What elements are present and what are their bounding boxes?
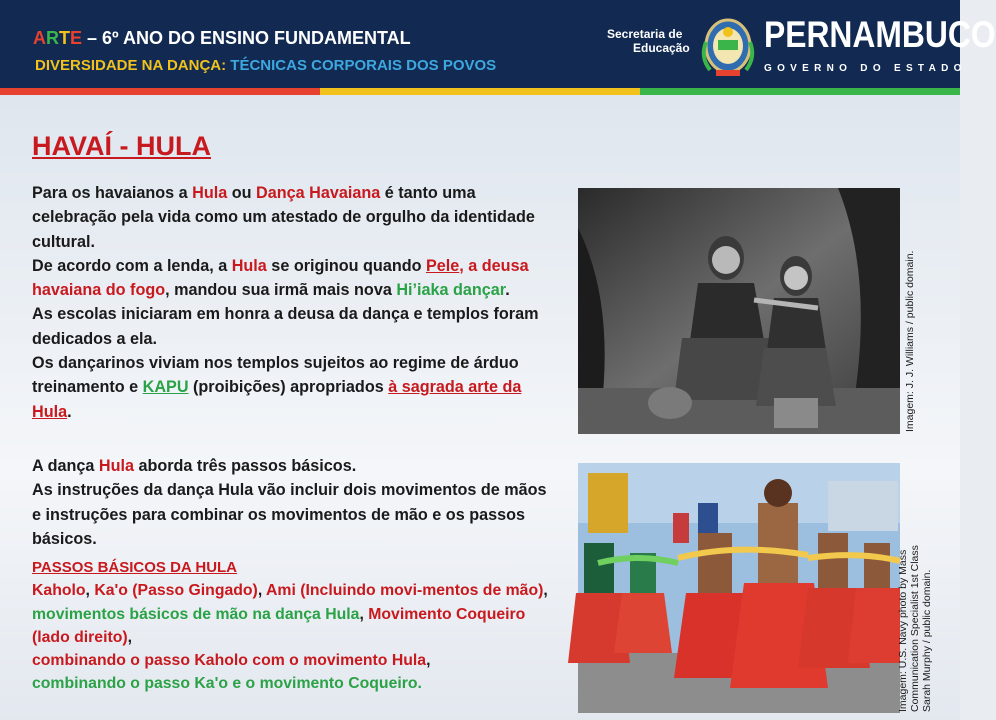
governo-label: GOVERNO DO ESTADO <box>764 63 967 74</box>
p1-hiiaka: Hi’iaka dançar <box>396 281 506 300</box>
photo2-credit <box>897 545 933 712</box>
header-subtitle <box>35 57 496 74</box>
p1-s7: , mandou sua irmã mais nova <box>165 281 397 300</box>
p3-c1: , <box>85 582 95 600</box>
p3-coq: Movimento Coqueiro (lado direito) <box>32 605 526 646</box>
p3-mov: movimentos básicos de mão na dança Hula <box>32 605 360 623</box>
p1-s4: De acordo com a lenda, a <box>32 256 232 275</box>
p3-comb1: combinando o passo Kaholo com o movimento Hula <box>32 652 427 670</box>
p3-kao: Ka'o (Passo Gingado) <box>94 582 258 600</box>
p1-s3: é tanto uma celebração pela vida como um atestado de orgulho da identidade cultural. <box>32 184 535 251</box>
header-letter-e: E <box>70 28 83 48</box>
p2-s3: As instruções da dança Hula vão incluir dois movimentos de mãos e instruções para combinar os movimentos de mão e os passos básicos. <box>32 481 547 548</box>
header-letter-r: R <box>46 28 59 48</box>
stripe-yellow <box>320 88 640 95</box>
p1-s11: (proibições) apropriados <box>188 378 389 397</box>
p1-s6: , a deusa havaiana do fogo <box>32 256 529 300</box>
header-title-rest: – 6º ANO DO ENSINO FUNDAMENTAL <box>82 28 411 48</box>
paragraph-passos-basicos <box>32 556 552 696</box>
passos-heading: PASSOS BÁSICOS DA HULA <box>32 559 238 576</box>
p3-c2: , <box>257 582 267 600</box>
pernambuco-crest-icon <box>700 12 756 80</box>
sagrada-arte-link[interactable]: à sagrada arte da Hula <box>32 378 522 421</box>
photo1-credit: Imagem: J. J. Williams / public domain. <box>904 250 916 432</box>
p3-c4: , <box>359 605 369 623</box>
p2-hula: Hula <box>98 457 134 475</box>
header-title <box>33 28 411 49</box>
photo-modern-hula-dancers <box>578 463 900 713</box>
header-letter-t: T <box>59 28 70 48</box>
historic-photo-illustration <box>578 188 900 434</box>
p1-s5: se originou quando <box>266 256 426 275</box>
p2-s1: A dança <box>32 457 99 475</box>
p1-hula2: Hula <box>231 256 267 275</box>
p1-s9: As escolas iniciaram em honra a deusa da dança e templos foram dedicados a ela. <box>32 305 539 348</box>
p1-s12: . <box>67 402 72 421</box>
header-bar <box>0 0 996 88</box>
header-subtitle-b: TÉCNICAS CORPORAIS DOS POVOS <box>230 57 497 74</box>
photo2-credit-line1: Imagem: U.S. Navy photo by Mass <box>897 549 909 712</box>
p1-s1: Para os havaianos a <box>32 184 193 202</box>
photo-historic-hula-dancers <box>578 188 900 434</box>
p3-kaholo: Kaholo <box>32 582 86 600</box>
pele-link[interactable]: Pele <box>425 256 460 275</box>
paragraph-passos <box>32 454 552 551</box>
p3-c6: , <box>426 652 431 670</box>
header-subtitle-a: DIVERSIDADE NA DANÇA: <box>35 57 231 74</box>
stripe-green <box>640 88 960 95</box>
p1-danca: Dança Havaiana <box>256 184 381 202</box>
photo2-credit-line2: Communication Specialist 1st Class <box>909 545 921 712</box>
stripe-red <box>0 88 320 95</box>
paragraph-intro <box>32 181 552 424</box>
secretaria-line1: Secretaria de <box>607 27 683 41</box>
p2-s2: aborda três passos básicos. <box>133 457 357 475</box>
secretaria-line2: Educação <box>633 41 690 55</box>
header-letter-a: A <box>33 28 46 48</box>
p1-s8: . <box>505 281 510 300</box>
kapu-link[interactable]: KAPU <box>142 378 189 397</box>
modern-photo-illustration <box>578 463 900 713</box>
p3-comb2: combinando o passo Ka'o e o movimento Coqueiro. <box>32 675 422 693</box>
p1-s2: ou <box>227 184 257 202</box>
p1-s10: Os dançarinos viviam nos templos sujeitos ao regime de árduo treinamento e <box>32 354 519 397</box>
pernambuco-brand: PERNAMBUCO <box>764 14 996 55</box>
photo2-credit-line3: Sarah Murphy / public domain. <box>921 569 933 712</box>
p3-ami: Ami (Incluindo movi-mentos de mão) <box>266 582 544 600</box>
secretaria-label <box>607 27 690 55</box>
p3-c3: , <box>543 582 548 600</box>
p1-hula1: Hula <box>192 184 228 202</box>
page-title: HAVAÍ - HULA <box>32 131 211 161</box>
p3-c5: , <box>127 628 133 646</box>
